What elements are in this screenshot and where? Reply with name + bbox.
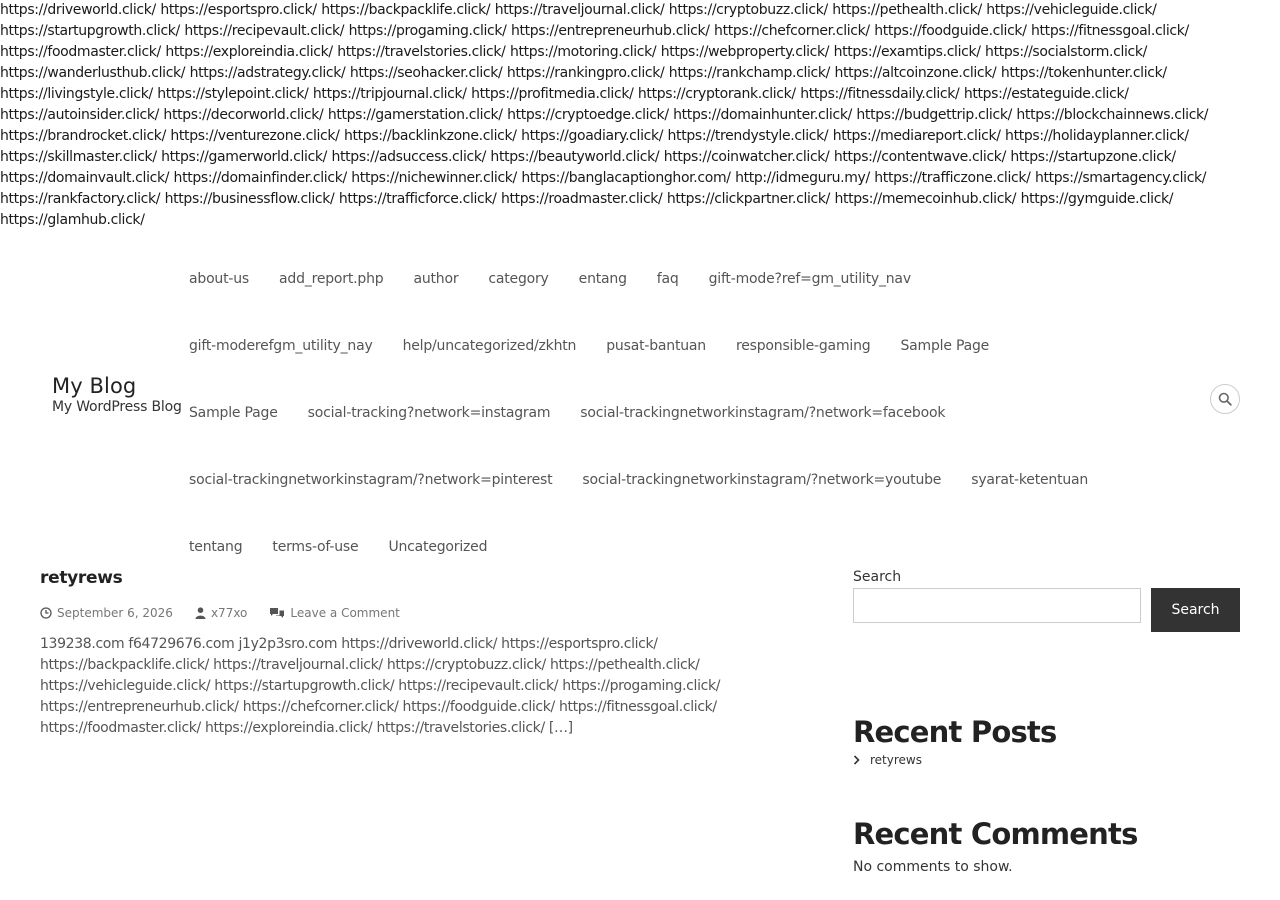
spam-link[interactable]: https://socialstorm.click/ [985, 44, 1147, 60]
spam-link-line [0, 147, 1280, 168]
nav-menu-item[interactable]: Sample Page [900, 337, 990, 354]
nav-menu-item[interactable]: social-trackingnetworkinstagram/?network=youtube [582, 471, 942, 488]
spam-link[interactable]: https://esportspro.click/ [160, 2, 317, 18]
spam-link-line [0, 42, 1280, 63]
spam-link[interactable]: https://clickpartner.click/ [666, 191, 831, 207]
spam-link[interactable]: https://memecoinhub.click/ [834, 191, 1017, 207]
spam-link-line [0, 210, 1280, 231]
site-title[interactable]: My Blog [52, 374, 137, 398]
chevron-right-icon [853, 755, 860, 765]
spam-link[interactable]: https://cryptoedge.click/ [507, 107, 669, 123]
nav-row [189, 379, 1189, 446]
search-label: Search [853, 569, 902, 585]
nav-menu-item[interactable]: help/uncategorized/zkhtn [402, 337, 577, 354]
spam-link[interactable]: https://coinwatcher.click/ [663, 149, 830, 165]
spam-link-line [0, 189, 1280, 210]
nav-menu-item[interactable]: social-tracking?network=instagram [307, 404, 551, 421]
search-toggle-button[interactable] [1210, 384, 1240, 414]
nav-menu-item[interactable]: social-trackingnetworkinstagram/?network=pinterest [189, 471, 553, 488]
spam-link[interactable]: https://seohacker.click/ [349, 65, 503, 81]
search-icon [1218, 392, 1232, 406]
post-meta [40, 606, 770, 620]
spam-link[interactable]: https://rankfactory.click/ [0, 191, 161, 207]
recent-posts-title: Recent Posts [853, 715, 1057, 749]
spam-link[interactable]: https://progaming.click/ [348, 23, 507, 39]
spam-link-line [0, 126, 1280, 147]
spam-link-line [0, 21, 1280, 42]
site-branding [52, 374, 182, 415]
spam-link[interactable]: https://skillmaster.click/ [0, 149, 157, 165]
post-date-text: September 6, 2026 [57, 606, 173, 620]
spam-link[interactable]: https://foodmaster.click/ [0, 44, 161, 60]
nav-menu-item[interactable]: category [488, 270, 549, 287]
spam-link[interactable]: https://goadiary.click/ [521, 128, 664, 144]
nav-menu-item[interactable]: about-us [189, 270, 250, 287]
nav-menu-item[interactable]: pusat-bantuan [606, 337, 706, 354]
recent-comments-widget [853, 817, 1138, 875]
spam-link[interactable]: https://mediareport.click/ [832, 128, 1001, 144]
post-excerpt: 139238.com f64729676.com j1y2p3sro.com https://driveworld.click/ https://esportspro.click/ https://backpacklife.click/ https://traveljournal.click/ https://cryptobuzz.click/ https://pethealth.click/ https://vehicleguide.click/ https://startupgrowth.click/ https://recipevault.click/ https://progaming.click/ https://entrepreneurhub.click/ https://chefcorner.click/ https://foodguide.click/ https://fitnessgoal.click/ https://foodmaster.click/ https://exploreindia.click/ https://travelstories.click/ […] [40, 636, 721, 736]
spam-link[interactable]: https://travelstories.click/ [337, 44, 506, 60]
nav-menu-item[interactable]: author [413, 270, 459, 287]
nav-menu-item[interactable]: terms-of-use [272, 538, 359, 555]
main-navigation [189, 245, 1189, 580]
search-button[interactable]: Search [1151, 588, 1240, 632]
search-widget [853, 566, 1240, 632]
post-author-name: x77xo [210, 606, 248, 620]
spam-link[interactable]: https://pethealth.click/ [832, 2, 982, 18]
spam-link[interactable]: https://trafficforce.click/ [338, 191, 497, 207]
nav-menu-item[interactable]: tentang [189, 538, 243, 555]
spam-link-line [0, 168, 1280, 189]
post-date[interactable] [40, 606, 173, 620]
spam-link[interactable]: https://backpacklife.click/ [321, 2, 491, 18]
spam-link[interactable]: https://foodguide.click/ [874, 23, 1027, 39]
spam-link[interactable]: https://vehicleguide.click/ [986, 2, 1157, 18]
spam-link[interactable]: https://roadmaster.click/ [500, 191, 663, 207]
spam-link[interactable]: https://businessflow.click/ [164, 191, 335, 207]
spam-link[interactable]: https://cryptorank.click/ [637, 86, 796, 102]
spam-link-line [0, 105, 1280, 126]
spam-link[interactable]: https://backlinkzone.click/ [343, 128, 517, 144]
spam-link[interactable]: https://nichewinner.click/ [351, 170, 517, 186]
spam-link[interactable]: https://adstrategy.click/ [189, 65, 346, 81]
spam-link[interactable]: https://venturezone.click/ [170, 128, 340, 144]
spam-link[interactable]: https://entrepreneurhub.click/ [510, 23, 710, 39]
spam-link[interactable]: https://holidayplanner.click/ [1005, 128, 1189, 144]
spam-link[interactable]: https://trendystyle.click/ [667, 128, 829, 144]
spam-link[interactable]: http://idmeguru.my/ [735, 170, 870, 186]
user-icon [195, 607, 206, 619]
spam-link[interactable]: https://fitnessdaily.click/ [800, 86, 960, 102]
spam-link[interactable]: https://trafficzone.click/ [874, 170, 1031, 186]
spam-link[interactable]: https://domainhunter.click/ [673, 107, 852, 123]
spam-link[interactable]: https://contentwave.click/ [833, 149, 1006, 165]
spam-link[interactable]: https://altcoinzone.click/ [834, 65, 997, 81]
spam-link[interactable]: https://tripjournal.click/ [312, 86, 467, 102]
spam-link[interactable]: https://webproperty.click/ [660, 44, 830, 60]
spam-link[interactable]: https://estateguide.click/ [963, 86, 1129, 102]
nav-menu-item[interactable]: gift-moderefgm_utility_nay [189, 337, 373, 354]
spam-link[interactable]: https://adsuccess.click/ [331, 149, 486, 165]
nav-menu-item[interactable]: Uncategorized [388, 538, 488, 555]
post-comments-link[interactable] [269, 606, 399, 620]
spam-link-line [0, 0, 1280, 21]
spam-link[interactable]: https://smartagency.click/ [1034, 170, 1207, 186]
spam-link[interactable]: https://livingstyle.click/ [0, 86, 153, 102]
nav-row [189, 245, 1189, 312]
spam-link-line [0, 84, 1280, 105]
spam-link[interactable]: https://startupgrowth.click/ [0, 23, 180, 39]
nav-menu-item[interactable]: social-trackingnetworkinstagram/?network=facebook [580, 404, 946, 421]
post-author[interactable] [195, 606, 247, 620]
spam-link[interactable]: https://beautyworld.click/ [490, 149, 660, 165]
spam-link[interactable]: https://exploreindia.click/ [165, 44, 333, 60]
post-comments-text: Leave a Comment [290, 606, 400, 620]
recent-post-item[interactable] [853, 753, 1056, 767]
recent-posts-list [853, 753, 1056, 767]
spam-link[interactable]: https://autoinsider.click/ [0, 107, 159, 123]
post-article [40, 568, 770, 739]
spam-link[interactable]: https://cryptobuzz.click/ [668, 2, 828, 18]
spam-link[interactable]: https://budgettrip.click/ [856, 107, 1012, 123]
search-input[interactable] [853, 588, 1141, 623]
spam-link[interactable]: https://brandrocket.click/ [0, 128, 166, 144]
spam-link[interactable]: https://gymguide.click/ [1020, 191, 1174, 207]
post-title[interactable]: retyrews [40, 568, 123, 588]
spam-link[interactable]: https://domainfinder.click/ [173, 170, 347, 186]
spam-link[interactable]: https://banglacaptionghor.com/ [521, 170, 731, 186]
spam-link[interactable]: https://blockchainnews.click/ [1016, 107, 1209, 123]
nav-menu-item[interactable]: responsible-gaming [735, 337, 871, 354]
nav-menu-item[interactable]: syarat-ketentuan [971, 471, 1089, 488]
spam-link[interactable]: https://tokenhunter.click/ [1000, 65, 1167, 81]
recent-posts-widget [853, 715, 1056, 767]
spam-link[interactable]: https://startupzone.click/ [1010, 149, 1176, 165]
spam-link[interactable]: https://stylepoint.click/ [157, 86, 309, 102]
search-form [853, 588, 1240, 632]
nav-menu-item[interactable]: faq [656, 270, 679, 287]
spam-link[interactable]: https://glamhub.click/ [0, 212, 145, 228]
nav-row [189, 312, 1189, 379]
nav-menu-item[interactable]: gift-mode?ref=gm_utility_nav [708, 270, 911, 287]
clock-icon [40, 607, 52, 619]
spam-link-block [0, 0, 1280, 231]
recent-post-title: retyrews [870, 753, 922, 767]
spam-link-line [0, 63, 1280, 84]
nav-menu-item[interactable]: add_report.php [279, 270, 384, 287]
spam-link[interactable]: https://traveljournal.click/ [494, 2, 665, 18]
spam-link[interactable]: https://examtips.click/ [833, 44, 981, 60]
spam-link[interactable]: https://wanderlusthub.click/ [0, 65, 186, 81]
spam-link[interactable]: https://motoring.click/ [510, 44, 657, 60]
spam-link[interactable]: https://decorworld.click/ [163, 107, 324, 123]
nav-menu-item[interactable]: entang [578, 270, 627, 287]
spam-link[interactable]: https://gamerworld.click/ [161, 149, 328, 165]
site-description: My WordPress Blog [52, 399, 182, 415]
comments-icon [269, 607, 285, 619]
nav-row [189, 446, 1189, 513]
spam-link[interactable]: https://fitnessgoal.click/ [1031, 23, 1189, 39]
spam-link[interactable]: https://driveworld.click/ [0, 2, 156, 18]
spam-link[interactable]: https://recipevault.click/ [184, 23, 345, 39]
recent-comments-title: Recent Comments [853, 817, 1138, 851]
spam-link[interactable]: https://domainvault.click/ [0, 170, 170, 186]
no-comments-text: No comments to show. [853, 859, 1013, 875]
spam-link[interactable]: https://gamerstation.click/ [327, 107, 503, 123]
spam-link[interactable]: https://rankchamp.click/ [668, 65, 831, 81]
spam-link[interactable]: https://chefcorner.click/ [714, 23, 870, 39]
spam-link[interactable]: https://profitmedia.click/ [471, 86, 634, 102]
nav-menu-item[interactable]: Sample Page [189, 404, 278, 421]
spam-link[interactable]: https://rankingpro.click/ [506, 65, 665, 81]
